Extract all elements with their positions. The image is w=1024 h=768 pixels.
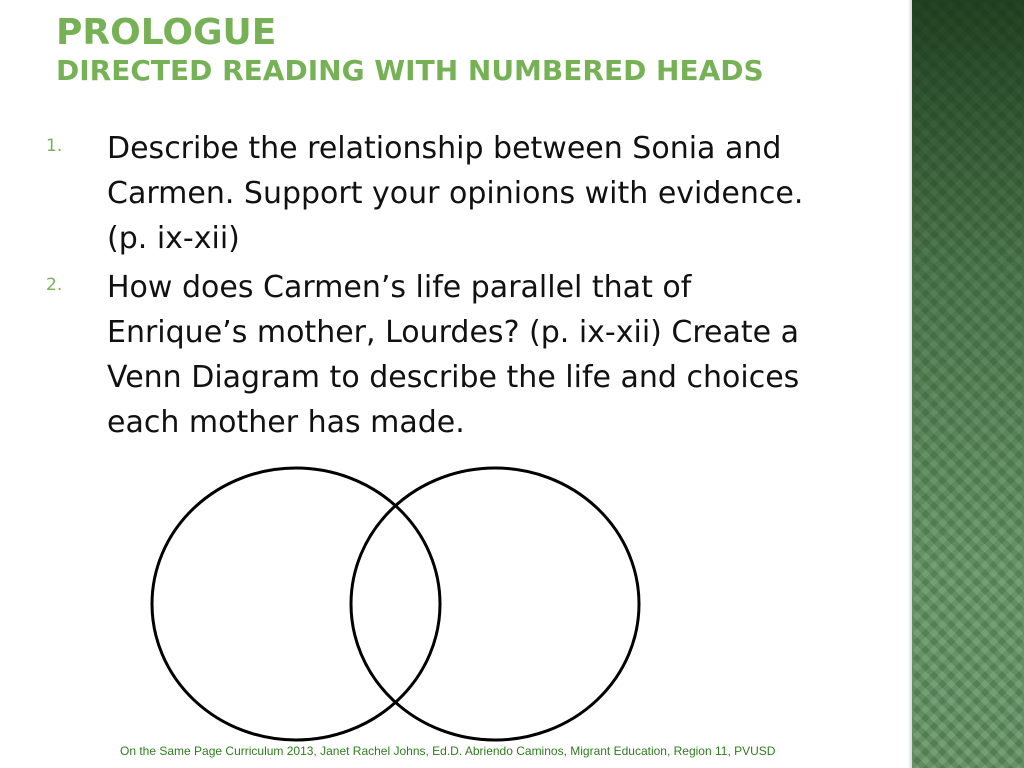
decorative-side-band [912, 0, 1024, 768]
title-subtitle: DIRECTED READING WITH NUMBERED HEADS [56, 54, 764, 87]
question-number-1: 1. [46, 136, 63, 156]
venn-diagram [150, 466, 644, 744]
question-number-2: 2. [46, 275, 63, 295]
footer-citation: On the Same Page Curriculum 2013, Janet Rachel Johns, Ed.D. Abriendo Caminos, Migrant Education, Region 11, PVUSD [120, 744, 776, 758]
question-text-1: Describe the relationship between Sonia and Carmen. Support your opinions with evidence. (p. ix-xii) [107, 131, 804, 256]
title-prologue: PROLOGUE [56, 12, 277, 53]
question-list [46, 126, 836, 449]
slide-title [56, 12, 764, 88]
venn-circle-right [351, 468, 639, 740]
venn-circle-left [152, 468, 440, 740]
question-item-2 [46, 265, 836, 445]
question-item-1 [46, 126, 836, 261]
question-text-2: How does Carmen’s life parallel that of Enrique’s mother, Lourdes? (p. ix-xii) Create a Venn Diagram to describe the life and choices each mother has made. [107, 270, 800, 440]
